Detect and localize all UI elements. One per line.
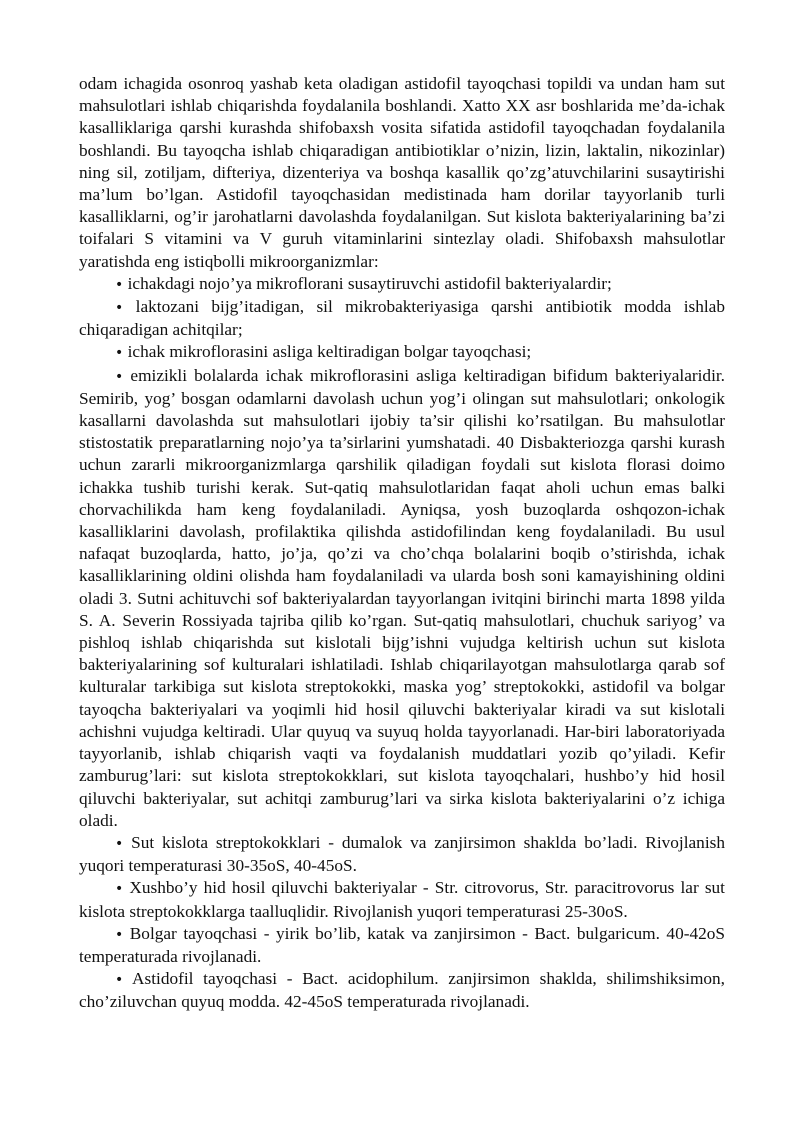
- list-item-text: Bolgar tayoqchasi - yirik bo’lib, katak va zanjirsimon - Bact. bulgaricum. 40-42oS temperaturada rivojlanadi.: [79, 923, 725, 966]
- list-item: [79, 877, 725, 922]
- list-item: [79, 296, 725, 341]
- list-item: [79, 968, 725, 1013]
- bullet-icon: •: [115, 972, 124, 989]
- list-item-text: ichakdagi nojo’ya mikroflorani susaytiruvchi astidofil bakteriyalardir;: [127, 273, 612, 293]
- document-page: [79, 73, 725, 1014]
- bullet-icon: •: [115, 926, 124, 943]
- list-item: [79, 923, 725, 968]
- list-item-text: emizikli bolalarda ichak mikroflorasini asliga keltiradigan bifidum bakteriyalaridir. Semirib, yog’ bosgan odamlarni davolash uchun yog’i olingan sut mahsulotlari; onkologik kasallarni davolashda sut mahsulotlari ijobiy ta’sir qilishi ko’rsatilgan. Bu mahsulotlar stistostatik preparatlarning nojo’ya ta’sirlarini yumshatadi. 40 Disbakteriozga qarshi kurash uchun zararli mikroorganizmlarga qarshilik qiladigan foydali sut kislota florasi doimo ichakka tushib turishi kerak. Sut-qatiq mahsulotlaridan faqat aholi uchun emas balki chorvachilikda ham keng foydalaniladi. Ayniqsa, yosh buzoqlarda oshqozon-ichak kasalliklarini davolash, profilaktika qilishda astidofilindan keng foydalaniladi. Bu usul nafaqat buzoqlarda, hatto, jo’ja, qo’zi va cho’chqa bolalarini boqib o’stirishda, ichak kasalliklarining oldini olishda ham foydalaniladi va ularda bosh soni kamayishining oldini oladi 3. Sutni achituvchi sof bakteriyalardan tayyorlangan ivitqini birinchi marta 1898 yilda S. A. Severin Rossiyada tajriba qilib ko’rgan. Sut-qatiq mahsulotlari, chuchuk sariyog’ va pishloq ishlab chiqarishda sut kislotali bijg’ishni vujudga keltirish uchun sut kislota bakteriyalarining sof kulturalari ishlatiladi. Ishlab chiqarilayotgan mahsulotlarga qarab sof kulturalar tarkibiga sut kislota streptokokki, maska yog’ streptokokki, astidofil va bolgar tayoqcha bakteriyalari va yoqimli hid hosil qiluvchi bakteriyalar kiradi va sut kislotali achishni vujudga keltiradi. Ular quyuq va suyuq holda tayyorlanadi. Har-biri laboratoriyada tayyorlanib, ishlab chiqarish vaqti va foydalanish muddatlari yozib qo’yiladi. Kefir zamburug’lari: sut kislota streptokokklari, sut kislota tayoqchalari, hushbo’y hid hosil qiluvchi bakteriyalar, sut achitqi zamburug’lari va sirka kislota bakteriyalarini o’z ichiga oladi.: [79, 365, 725, 830]
- list-item-text: Astidofil tayoqchasi - Bact. acidophilum. zanjirsimon shaklda, shilimshiksimon, cho’ziluvchan quyuq modda. 42-45oS temperaturada rivojlanadi.: [79, 969, 725, 1012]
- bullet-icon: •: [115, 345, 124, 362]
- bullet-icon: •: [115, 835, 124, 852]
- list-item: [79, 273, 725, 296]
- bullet-icon: •: [115, 881, 124, 898]
- list-item: [79, 341, 725, 364]
- list-item: [79, 365, 725, 832]
- bullet-icon: •: [115, 368, 124, 385]
- paragraph-intro: [79, 73, 725, 273]
- list-item-text: Xushbo’y hid hosil qiluvchi bakteriyalar - Str. citrovorus, Str. paracitrovorus lar sut kislota streptokokklarga taalluqlidir. Rivojlanish yuqori temperaturasi 25-30oS.: [79, 878, 725, 921]
- list-item-text: ichak mikroflorasini asliga keltiradigan bolgar tayoqchasi;: [127, 342, 532, 362]
- paragraph-text: odam ichagida osonroq yashab keta oladigan astidofil tayoqchasi topildi va undan ham sut mahsulotlari ishlab chiqarishda foydalanila boshlandi. Xatto XX asr boshlarida me’da-ichak kasalliklariga qarshi kurashda shifobaxsh vosita sifatida astidofil tayoqchadan foydalanila boshlandi. Bu tayoqcha ishlab chiqaradigan antibiotiklar o’nizin, lizin, laktalin, nikozinlar) ning sil, zotiljam, difteriya, dizenteriya va boshqa kasallik qo’zg’atuvchilarini susaytirishi ma’lum bo’lgan. Astidofil tayoqchasidan medistinada ham dorilar tayyorlanib turli kasalliklarni, og’ir jarohatlarni davolashda foydalanilgan. Sut kislota bakteriyalarining ba’zi toifalari S vitamini va V guruh vitaminlarini sintezlay oladi. Shifobaxsh mahsulotlar yaratishda eng istiqbolli mikroorganizmlar:: [79, 74, 725, 271]
- bullet-icon: •: [115, 276, 124, 293]
- list-item-text: Sut kislota streptokokklari - dumalok va zanjirsimon shaklda bo’ladi. Rivojlanish yuqori temperaturasi 30-35oS, 40-45oS.: [79, 832, 725, 876]
- list-item: [79, 832, 725, 877]
- list-item-text: laktozani bijg’itadigan, sil mikrobakteriyasiga qarshi antibiotik modda ishlab chiqaradigan achitqilar;: [79, 297, 725, 340]
- bullet-icon: •: [115, 300, 124, 317]
